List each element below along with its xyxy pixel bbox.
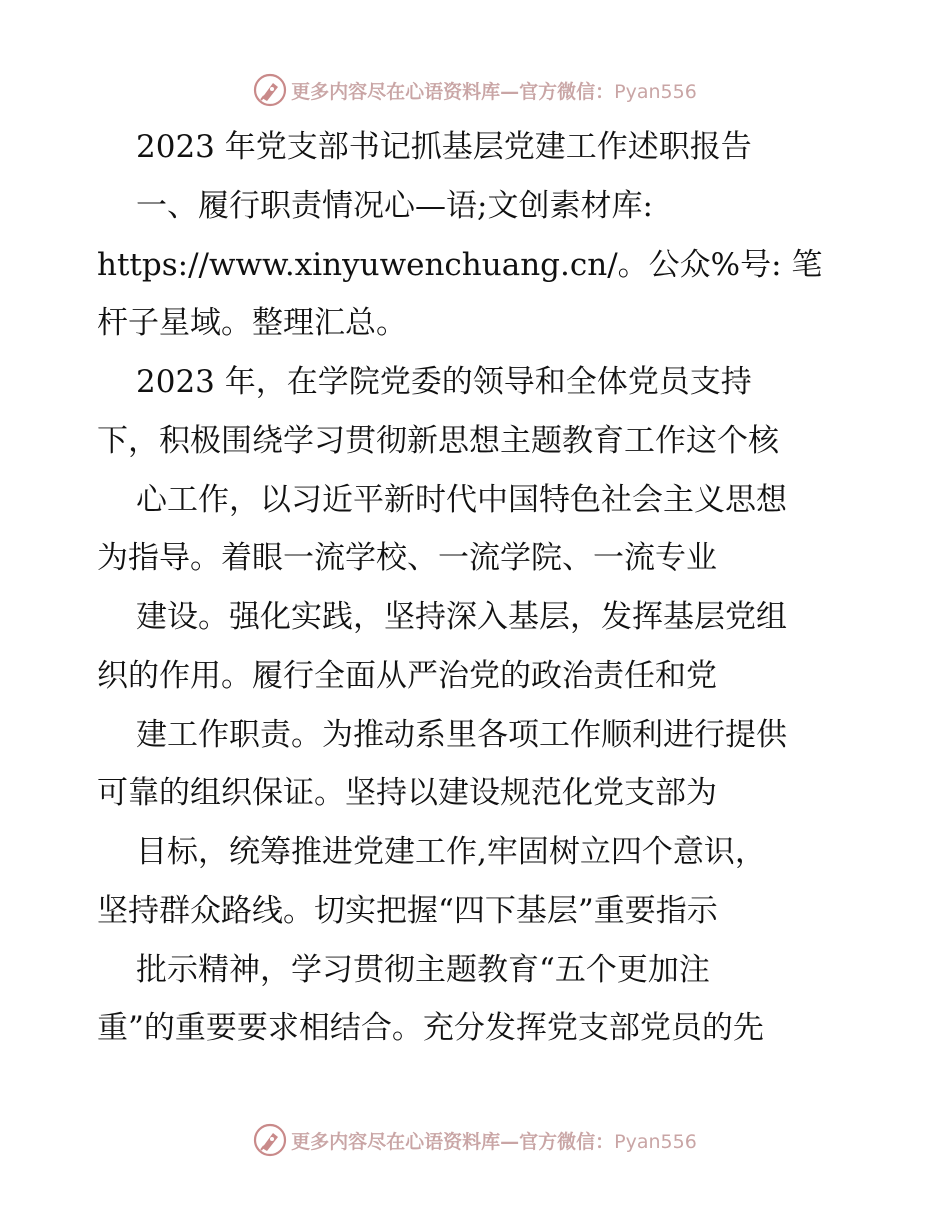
pen-nib-icon <box>253 1123 287 1157</box>
paragraph-line: 坚持群众路线。切实把握“四下基层”重要指示 <box>97 893 718 929</box>
watermark-label: 更多内容尽在心语资料库—官方微信： <box>291 1130 615 1153</box>
paragraph-line: 织的作用。履行全面从严治党的政治责任和党 <box>97 658 717 694</box>
paragraph-line: 下，积极围绕学习贯彻新思想主题教育工作这个核 <box>97 423 779 459</box>
paragraph-line: 批示精神，学习贯彻主题教育“五个更加注 <box>136 952 710 988</box>
watermark-header <box>0 70 950 110</box>
paragraph-line: 为指导。着眼一流学校、一流学院、一流专业 <box>97 540 717 576</box>
watermark-text <box>291 77 697 104</box>
watermark-text <box>291 1127 697 1154</box>
watermark-label: 更多内容尽在心语资料库—官方微信： <box>291 80 615 103</box>
watermark-wechat-id: Pyan556 <box>614 1130 697 1153</box>
paragraph-line: 建工作职责。为推动系里各项工作顺利进行提供 <box>136 717 787 753</box>
paragraph-line: 目标，统筹推进党建工作,牢固树立四个意识， <box>136 834 766 870</box>
paragraph-line: 建设。强化实践，坚持深入基层，发挥基层党组 <box>136 599 787 635</box>
paragraph-line: 心工作，以习近平新时代中国特色社会主义思想 <box>136 482 787 518</box>
watermark-footer <box>0 1120 950 1160</box>
paragraph-line: 2023 年，在学院党委的领导和全体党员支持 <box>136 364 752 400</box>
paragraph-line: 重”的重要要求相结合。充分发挥党支部党员的先 <box>97 1010 764 1046</box>
watermark-wechat-id: Pyan556 <box>614 80 697 103</box>
paragraph-line: 可靠的组织保证。坚持以建设规范化党支部为 <box>97 775 717 811</box>
pen-nib-icon <box>253 73 287 107</box>
section-heading: 一、履行职责情况心—语;文创素材库: <box>136 188 653 224</box>
paragraph-line: https://www.xinyuwenchuang.cn/。公众%号: 笔 <box>97 247 823 283</box>
paragraph-line: 杆子星域。整理汇总。 <box>97 305 407 341</box>
document-title: 2023 年党支部书记抓基层党建工作述职报告 <box>136 129 752 165</box>
